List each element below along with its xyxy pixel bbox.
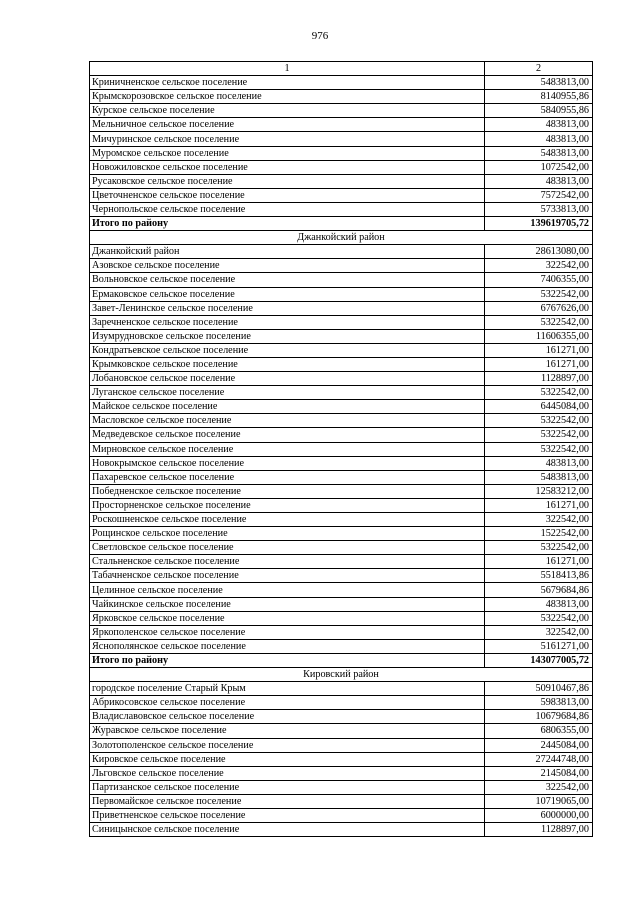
settlement-name: Мельничное сельское поселение [90, 118, 485, 132]
table-row [90, 245, 593, 259]
settlement-amount: 1128897,00 [485, 823, 593, 837]
table-row [90, 343, 593, 357]
table-row [90, 315, 593, 329]
header-row [90, 62, 593, 76]
settlement-amount: 5483813,00 [485, 470, 593, 484]
settlement-name: Заречненское сельское поселение [90, 315, 485, 329]
settlement-name: Крымковское сельское поселение [90, 357, 485, 371]
settlement-amount: 10719065,00 [485, 794, 593, 808]
section-header-row [90, 668, 593, 682]
settlement-amount: 5322542,00 [485, 428, 593, 442]
table-row [90, 414, 593, 428]
table-row [90, 611, 593, 625]
settlement-name: Яркополенское сельское поселение [90, 625, 485, 639]
settlement-amount: 6767626,00 [485, 301, 593, 315]
settlement-amount: 1128897,00 [485, 372, 593, 386]
settlement-name: Изумрудновское сельское поселение [90, 329, 485, 343]
table-row [90, 442, 593, 456]
settlement-amount: 5483813,00 [485, 76, 593, 90]
table-row [90, 386, 593, 400]
table-row [90, 569, 593, 583]
settlement-amount: 161271,00 [485, 555, 593, 569]
table-row [90, 724, 593, 738]
settlement-amount: 5322542,00 [485, 611, 593, 625]
settlement-name: Первомайское сельское поселение [90, 794, 485, 808]
settlement-amount: 5322542,00 [485, 386, 593, 400]
settlement-name: Новожиловское сельское поселение [90, 160, 485, 174]
settlement-amount: 2445084,00 [485, 738, 593, 752]
settlement-name: Криничненское сельское поселение [90, 76, 485, 90]
page-number: 976 [311, 30, 329, 42]
settlement-name: Чайкинское сельское поселение [90, 597, 485, 611]
settlement-amount: 5322542,00 [485, 315, 593, 329]
settlement-amount: 50910467,86 [485, 682, 593, 696]
settlement-name: Ермаковское сельское поселение [90, 287, 485, 301]
settlement-name: Майское сельское поселение [90, 400, 485, 414]
settlement-amount: 5518413,86 [485, 569, 593, 583]
settlement-amount: 2145084,00 [485, 766, 593, 780]
settlement-amount: 5983813,00 [485, 696, 593, 710]
settlement-name: Крымскорозовское сельское поселение [90, 90, 485, 104]
settlement-amount: 322542,00 [485, 780, 593, 794]
table-row [90, 555, 593, 569]
settlement-name: Вольновское сельское поселение [90, 273, 485, 287]
settlement-name: Синицынское сельское поселение [90, 823, 485, 837]
settlement-amount: 322542,00 [485, 259, 593, 273]
settlement-name: Золотополенское сельское поселение [90, 738, 485, 752]
settlement-amount: 483813,00 [485, 174, 593, 188]
settlement-name: Пахаревское сельское поселение [90, 470, 485, 484]
settlement-name: Целинное сельское поселение [90, 583, 485, 597]
settlement-amount: 5840955,86 [485, 104, 593, 118]
table-row [90, 752, 593, 766]
settlement-name: Луганское сельское поселение [90, 386, 485, 400]
settlement-amount: 7572542,00 [485, 188, 593, 202]
settlement-amount: 322542,00 [485, 513, 593, 527]
settlement-name: Приветненское сельское поселение [90, 808, 485, 822]
total-label: Итого по району [90, 217, 485, 231]
settlement-name: Табачненское сельское поселение [90, 569, 485, 583]
table-row [90, 625, 593, 639]
settlement-amount: 5679684,86 [485, 583, 593, 597]
settlement-amount: 5733813,00 [485, 202, 593, 216]
table-row [90, 682, 593, 696]
settlement-name: Лобановское сельское поселение [90, 372, 485, 386]
settlement-name: Светловское сельское поселение [90, 541, 485, 555]
settlement-amount: 28613080,00 [485, 245, 593, 259]
table-row [90, 527, 593, 541]
table-row [90, 541, 593, 555]
settlement-amount: 161271,00 [485, 498, 593, 512]
table-row [90, 329, 593, 343]
settlement-amount: 161271,00 [485, 343, 593, 357]
settlement-name: Просторненское сельское поселение [90, 498, 485, 512]
settlement-amount: 322542,00 [485, 625, 593, 639]
settlement-name: Джанкойский район [90, 245, 485, 259]
table-row [90, 583, 593, 597]
settlement-name: городское поселение Старый Крым [90, 682, 485, 696]
table-row [90, 287, 593, 301]
settlement-name: Цветочненское сельское поселение [90, 188, 485, 202]
table-row [90, 90, 593, 104]
settlement-amount: 27244748,00 [485, 752, 593, 766]
settlement-amount: 1522542,00 [485, 527, 593, 541]
table-row [90, 174, 593, 188]
settlement-amount: 5483813,00 [485, 146, 593, 160]
table-body [90, 62, 593, 837]
settlement-amount: 5322542,00 [485, 414, 593, 428]
section-title: Джанкойский район [90, 231, 593, 245]
settlement-name: Абрикосовское сельское поселение [90, 696, 485, 710]
settlement-name: Медведевское сельское поселение [90, 428, 485, 442]
table-row [90, 780, 593, 794]
settlement-amount: 6806355,00 [485, 724, 593, 738]
table-row [90, 202, 593, 216]
table-row [90, 513, 593, 527]
settlement-amount: 5322542,00 [485, 287, 593, 301]
settlement-name: Курское сельское поселение [90, 104, 485, 118]
settlement-name: Мичуринское сельское поселение [90, 132, 485, 146]
settlement-amount: 5322542,00 [485, 442, 593, 456]
settlement-name: Ярковское сельское поселение [90, 611, 485, 625]
settlement-amount: 7406355,00 [485, 273, 593, 287]
table-row [90, 400, 593, 414]
header-col2: 2 [485, 62, 593, 76]
table-row [90, 273, 593, 287]
settlement-name: Азовское сельское поселение [90, 259, 485, 273]
settlement-amount: 483813,00 [485, 132, 593, 146]
table-row [90, 808, 593, 822]
settlement-name: Роскошненское сельское поселение [90, 513, 485, 527]
settlement-name: Кировское сельское поселение [90, 752, 485, 766]
settlement-amount: 161271,00 [485, 357, 593, 371]
table-row [90, 710, 593, 724]
settlement-amount: 5322542,00 [485, 541, 593, 555]
settlement-amount: 5161271,00 [485, 639, 593, 653]
settlement-name: Яснополянское сельское поселение [90, 639, 485, 653]
settlement-name: Стальненское сельское поселение [90, 555, 485, 569]
total-amount: 143077005,72 [485, 653, 593, 667]
section-title: Кировский район [90, 668, 593, 682]
settlement-name: Завет-Ленинское сельское поселение [90, 301, 485, 315]
table-row [90, 132, 593, 146]
settlement-amount: 1072542,00 [485, 160, 593, 174]
settlement-name: Муромское сельское поселение [90, 146, 485, 160]
settlement-name: Рощинское сельское поселение [90, 527, 485, 541]
total-amount: 139619705,72 [485, 217, 593, 231]
header-col1: 1 [90, 62, 485, 76]
settlement-amount: 10679684,86 [485, 710, 593, 724]
table-row [90, 118, 593, 132]
settlement-name: Журавское сельское поселение [90, 724, 485, 738]
section-header-row [90, 231, 593, 245]
table-row [90, 372, 593, 386]
budget-table [89, 61, 593, 837]
total-row [90, 653, 593, 667]
table-row [90, 428, 593, 442]
table-row [90, 766, 593, 780]
settlement-name: Владиславовское сельское поселение [90, 710, 485, 724]
table-row [90, 639, 593, 653]
total-row [90, 217, 593, 231]
settlement-name: Мирновское сельское поселение [90, 442, 485, 456]
settlement-name: Чернопольское сельское поселение [90, 202, 485, 216]
settlement-name: Русаковское сельское поселение [90, 174, 485, 188]
settlement-name: Новокрымское сельское поселение [90, 456, 485, 470]
table-row [90, 160, 593, 174]
table-row [90, 188, 593, 202]
settlement-amount: 6000000,00 [485, 808, 593, 822]
settlement-name: Победненское сельское поселение [90, 484, 485, 498]
settlement-name: Масловское сельское поселение [90, 414, 485, 428]
table-row [90, 470, 593, 484]
settlement-name: Партизанское сельское поселение [90, 780, 485, 794]
settlement-name: Льговское сельское поселение [90, 766, 485, 780]
table-row [90, 738, 593, 752]
table-row [90, 456, 593, 470]
table-row [90, 823, 593, 837]
table-row [90, 146, 593, 160]
table-row [90, 498, 593, 512]
table-row [90, 76, 593, 90]
table-row [90, 301, 593, 315]
settlement-amount: 12583212,00 [485, 484, 593, 498]
settlement-amount: 6445084,00 [485, 400, 593, 414]
settlement-amount: 483813,00 [485, 118, 593, 132]
settlement-amount: 483813,00 [485, 597, 593, 611]
table-row [90, 794, 593, 808]
table-row [90, 484, 593, 498]
settlement-name: Кондратьевское сельское поселение [90, 343, 485, 357]
settlement-amount: 483813,00 [485, 456, 593, 470]
settlement-amount: 8140955,86 [485, 90, 593, 104]
table-row [90, 597, 593, 611]
table-row [90, 259, 593, 273]
table-row [90, 696, 593, 710]
table-row [90, 104, 593, 118]
table-row [90, 357, 593, 371]
total-label: Итого по району [90, 653, 485, 667]
settlement-amount: 11606355,00 [485, 329, 593, 343]
